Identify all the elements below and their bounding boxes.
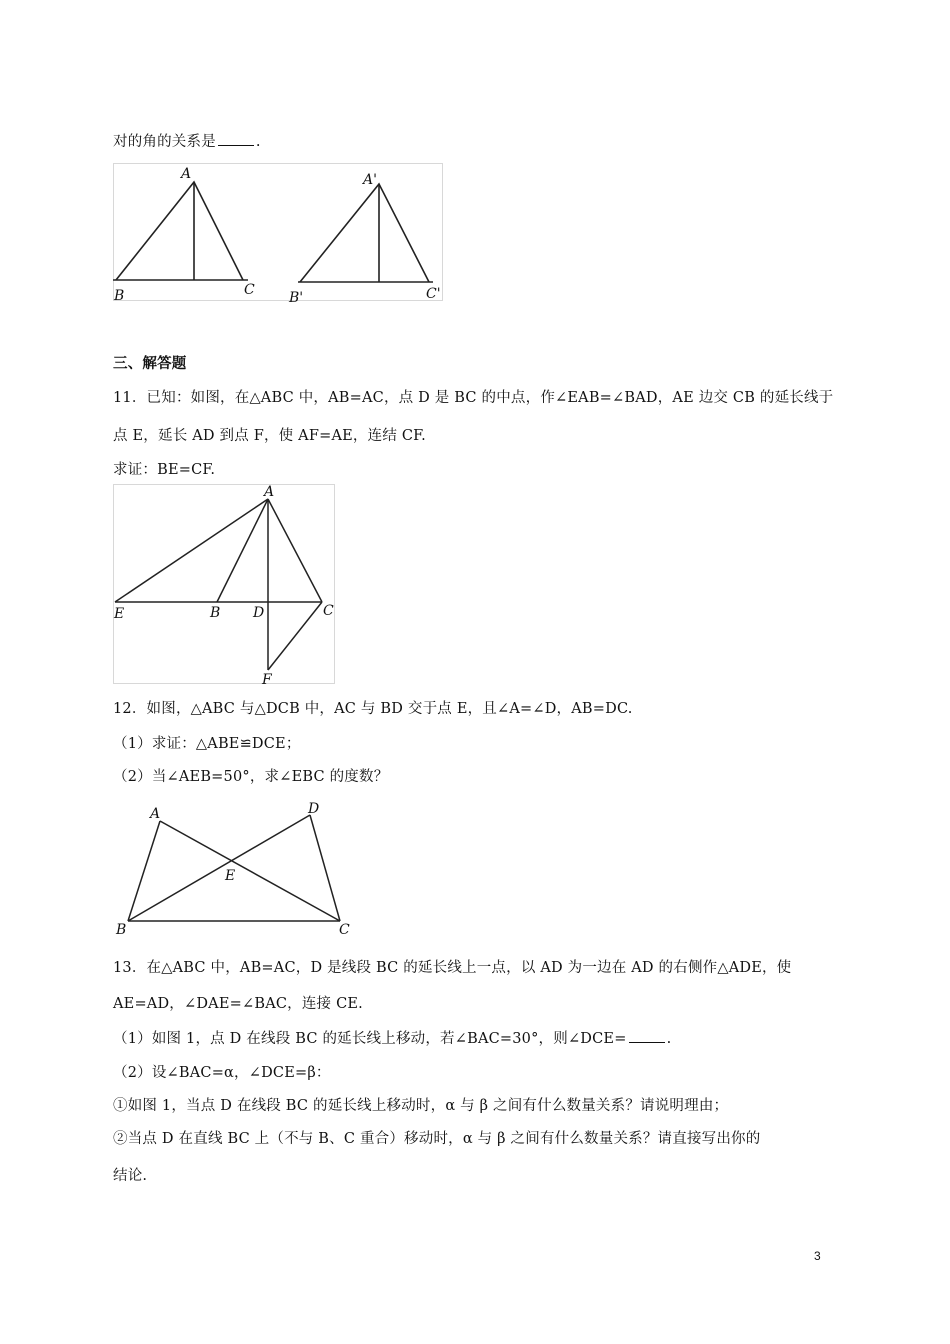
label-f: F <box>262 672 272 686</box>
figure-two-triangles <box>113 163 443 305</box>
question-12-line-1: 12．如图，△ABC 与△DCB 中，AC 与 BD 交于点 E，且∠A=∠D，AB=DC. <box>113 701 633 717</box>
figure-question-11 <box>113 484 337 686</box>
question-12-line-2: （1）求证：△ABE≌DCE； <box>113 736 301 752</box>
label-d: D <box>253 605 265 621</box>
question-11-line-1: 11．已知：如图，在△ABC 中，AB=AC，点 D 是 BC 的中点，作∠EAB=∠BAD，AE 边交 CB 的延长线于 <box>113 390 834 406</box>
label-c-prime: C' <box>426 286 441 302</box>
text-period: . <box>666 1031 672 1047</box>
label-d: D <box>308 801 320 817</box>
label-e: E <box>114 606 125 622</box>
label-c: C <box>244 282 255 298</box>
triangle-a2b2c2-sides <box>300 184 429 282</box>
figure-frame <box>114 485 335 684</box>
label-b: B <box>116 922 127 938</box>
segment-ea <box>115 499 268 602</box>
label-a: A <box>181 166 192 182</box>
text-line-angle-relation <box>113 130 261 151</box>
label-e: E <box>225 868 236 884</box>
question-13-part-1: （1）如图 1，点 D 在线段 BC 的延长线上移动，若∠BAC=30°，则∠DCE= <box>113 1031 627 1047</box>
question-13-line-1: 13．在△ABC 中，AB=AC，D 是线段 BC 的延长线上一点，以 AD 为一边在 AD 的右侧作△ADE，使 <box>113 960 792 976</box>
figure-question-11-svg <box>113 484 337 686</box>
section-heading: 三、解答题 <box>113 356 187 372</box>
label-a: A <box>150 806 161 822</box>
segment-dc <box>310 815 340 921</box>
question-11-line-2: 点 E，延长 AD 到点 F，使 AF=AE，连结 CF. <box>113 428 426 444</box>
question-13-line-3 <box>113 1027 671 1048</box>
segment-ba <box>217 499 268 602</box>
label-b: B <box>210 605 221 621</box>
answer-blank <box>218 133 254 146</box>
text-period: . <box>255 134 261 150</box>
text-angle-relation: 对的角的关系是 <box>113 134 216 150</box>
figure-question-12-svg <box>113 800 353 940</box>
segment-ac <box>160 821 340 921</box>
question-12-line-3: （2）当∠AEB=50°，求∠EBC 的度数？ <box>113 769 389 785</box>
figure-question-12 <box>113 800 353 940</box>
question-13-line-6: ②当点 D 在直线 BC 上（不与 B、C 重合）移动时，α 与 β 之间有什么数量关系？请直接写出你的 <box>113 1131 761 1147</box>
question-13-line-4: （2）设∠BAC=α，∠DCE=β： <box>113 1065 331 1081</box>
answer-blank <box>629 1030 665 1043</box>
label-c: C <box>339 922 350 938</box>
segment-cf <box>268 602 322 670</box>
label-a: A <box>264 484 275 500</box>
triangle-abc-sides <box>116 182 243 280</box>
label-c: C <box>323 603 334 619</box>
label-b: B <box>114 288 125 304</box>
question-13-line-2: AE=AD，∠DAE=∠BAC，连接 CE. <box>113 996 363 1012</box>
label-a-prime: A' <box>363 172 377 188</box>
question-13-line-5: ①如图 1，当点 D 在线段 BC 的延长线上移动时，α 与 β 之间有什么数量关系？请说明理由； <box>113 1098 729 1114</box>
question-11-line-3: 求证：BE=CF. <box>113 462 216 478</box>
question-13-line-7: 结论. <box>113 1168 148 1184</box>
label-b-prime: B' <box>289 290 304 305</box>
segment-db <box>128 815 310 921</box>
page-number: 3 <box>814 1249 821 1263</box>
figure-two-triangles-svg <box>113 163 443 305</box>
segment-ac <box>268 499 322 602</box>
